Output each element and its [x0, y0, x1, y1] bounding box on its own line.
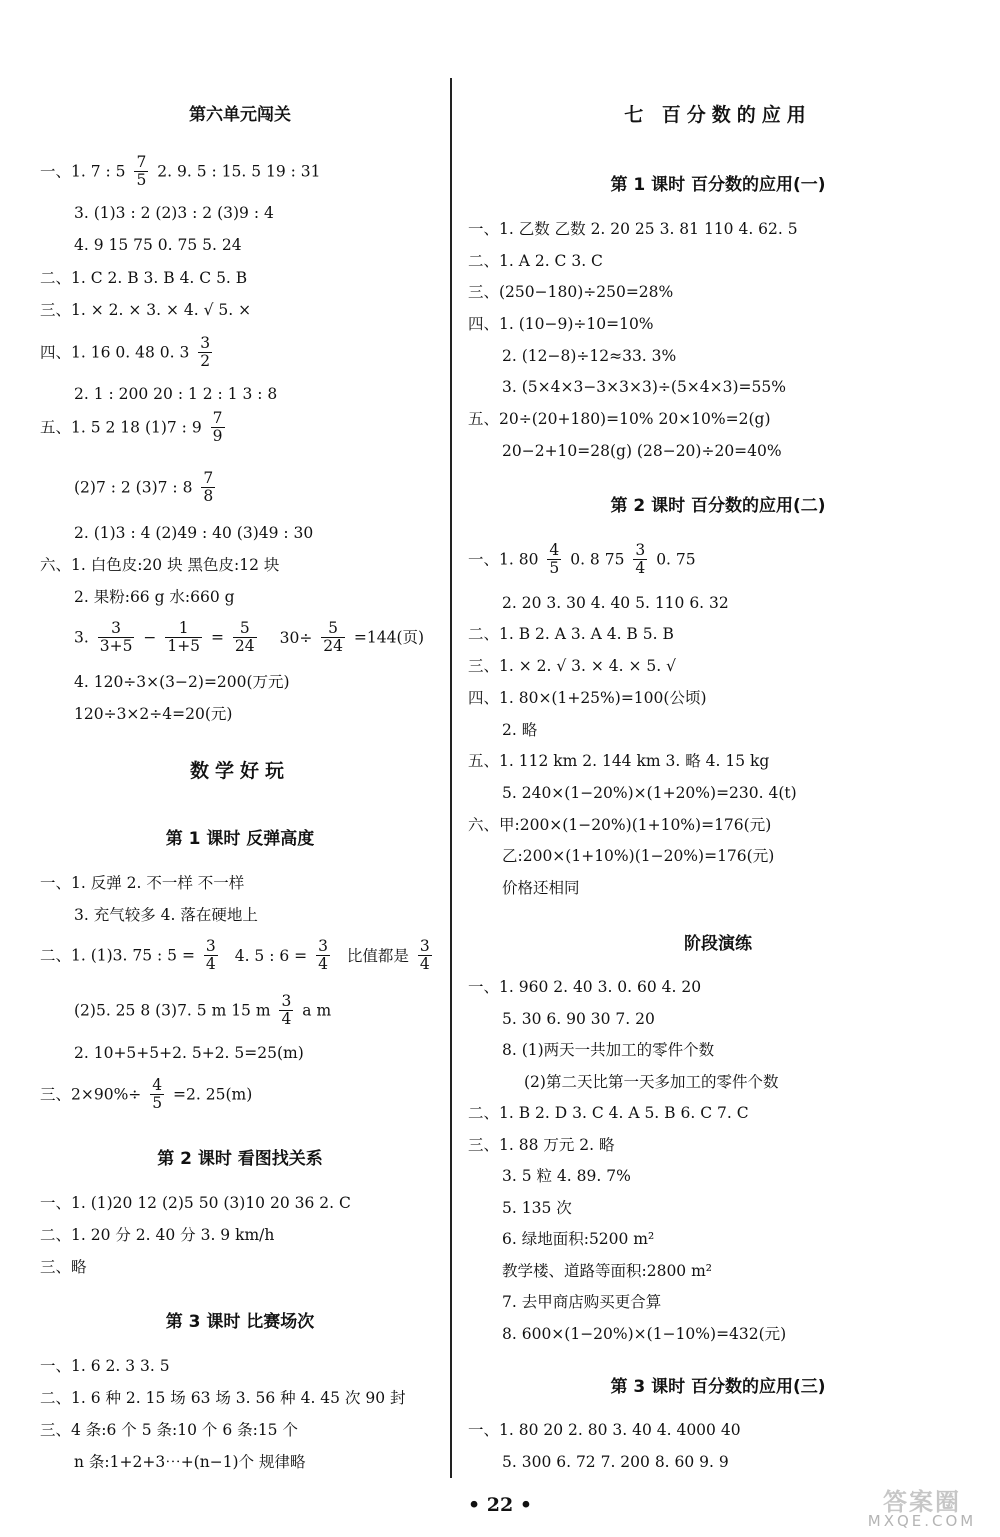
answer-line: 2. (1)3 : 4 (2)49 : 40 (3)49 : 30: [74, 524, 314, 542]
answer-line: 教学楼、道路等面积:2800 m²: [502, 1262, 713, 1280]
answer-line: 4. 120÷3×(3−2)=200(万元): [74, 673, 290, 691]
answer-line: (2)第二天比第一天多加工的零件个数: [524, 1073, 779, 1091]
heading-lesson: 第 3 课时 百分数的应用(三): [610, 1377, 826, 1397]
answer-line: 五、1. 112 km 2. 144 km 3. 略 4. 15 kg: [468, 752, 770, 770]
answer-line: 6. 绿地面积:5200 m²: [502, 1230, 655, 1248]
answer-line: 二、1. 20 分 2. 40 分 3. 9 km/h: [40, 1226, 275, 1244]
answer-line: 120÷3×2÷4=20(元): [74, 705, 233, 723]
answer-line: 乙:200×(1+10%)(1−20%)=176(元): [502, 847, 775, 865]
answer-line: 2. (12−8)÷12≈33. 3%: [502, 347, 677, 365]
answer-line: 2. 20 3. 30 4. 40 5. 110 6. 32: [502, 594, 729, 612]
answer-line: 三、略: [40, 1258, 87, 1276]
heading-unit6: 第六单元闯关: [189, 105, 291, 125]
answer-line: 六、甲:200×(1−20%)(1+10%)=176(元): [468, 816, 772, 834]
answer-line: 二、1. C 2. B 3. B 4. C 5. B: [40, 269, 248, 287]
answer-line: 3. 充气较多 4. 落在硬地上: [74, 906, 258, 924]
fraction: $\frac{4}{5}$: [549, 541, 560, 577]
answer-line: 五、20÷(20+180)=10% 20×10%=2(g): [468, 410, 771, 428]
fraction: $\frac{3}{4}$: [281, 992, 292, 1028]
fraction: $\frac{3}{4}$: [205, 937, 216, 973]
answer-line: 2. 果粉:66 g 水:660 g: [74, 588, 235, 606]
watermark-logo: [856, 1482, 988, 1530]
answer-line: 一、1. 反弹 2. 不一样 不一样: [40, 874, 245, 892]
fraction: $\frac{7}{8}$: [203, 469, 214, 505]
answer-line: 2. 略: [502, 721, 538, 739]
answer-line: 三、1. × 2. √ 3. × 4. × 5. √: [468, 657, 677, 675]
answer-line: 三、1. 88 万元 2. 略: [468, 1136, 615, 1154]
watermark-url: MXQE.COM: [867, 1512, 977, 1530]
heading-math-fun: 数学好玩: [189, 760, 290, 782]
answer-line: 四、1. 16 0. 48 0. 3 $\frac{3}{2}$: [40, 334, 211, 370]
answer-line: 3. 5 粒 4. 89. 7%: [502, 1167, 631, 1185]
heading-stage-practice: 阶段演练: [684, 934, 752, 954]
heading-lesson: 第 2 课时 看图找关系: [157, 1149, 323, 1169]
page-number: • 22 •: [468, 1494, 532, 1516]
answer-line: 四、1. (10−9)÷10=10%: [468, 315, 654, 333]
fraction: $\frac{1}{1+5}$: [167, 619, 201, 655]
fraction: $\frac{3}{4}$: [635, 541, 646, 577]
answer-line: 一、1. 6 2. 3 3. 5: [40, 1357, 170, 1375]
answer-line: 3. (1)3 : 2 (2)3 : 2 (3)9 : 4: [74, 204, 274, 222]
answer-line: (2)5. 25 8 (3)7. 5 m 15 m $\frac{3}{4}$ a m: [74, 992, 332, 1028]
heading-lesson: 第 3 课时 比赛场次: [165, 1312, 315, 1332]
answer-line: 4. 9 15 75 0. 75 5. 24: [74, 236, 242, 254]
fraction: $\frac{3}{4}$: [318, 937, 328, 973]
answer-line: 一、1. 乙数 乙数 2. 20 25 3. 81 110 4. 62. 5: [468, 220, 798, 238]
answer-line: 2. 10+5+5+2. 5+2. 5=25(m): [74, 1044, 304, 1062]
fraction: $\frac{7}{9}$: [212, 409, 223, 445]
answer-line: 一、1. 7 : 5 $\frac{7}{5}$ 2. 9. 5 : 15. 5 19 : 31: [40, 153, 321, 189]
answer-line: 二、1. B 2. D 3. C 4. A 5. B 6. C 7. C: [468, 1104, 749, 1122]
fraction: $\frac{7}{5}$: [136, 153, 147, 189]
answer-line: 一、1. 960 2. 40 3. 0. 60 4. 20: [468, 978, 702, 996]
answer-line: 四、1. 80×(1+25%)=100(公顷): [468, 689, 707, 707]
fraction: $\frac{4}{5}$: [152, 1076, 163, 1112]
answer-line: 2. 1 : 200 20 : 1 2 : 1 3 : 8: [74, 385, 278, 403]
answer-line: 5. 135 次: [502, 1199, 572, 1217]
answer-line: n 条:1+2+3⋯+(n−1)个 规律略: [74, 1453, 306, 1471]
heading-lesson: 第 1 课时 反弹高度: [165, 829, 315, 849]
answer-line: 五、1. 5 2 18 (1)7 : 9 $\frac{7}{9}$: [40, 409, 223, 445]
answer-line: 20−2+10=28(g) (28−20)÷20=40%: [502, 442, 782, 460]
heading-lesson: 第 2 课时 百分数的应用(二): [610, 496, 826, 516]
answer-line: 六、1. 白色皮:20 块 黑色皮:12 块: [40, 556, 280, 574]
answer-line: 三、1. × 2. × 3. × 4. √ 5. ×: [40, 301, 252, 319]
answer-line: 5. 300 6. 72 7. 200 8. 60 9. 9: [502, 1453, 729, 1471]
answer-line: 3. $\frac{3}{3+5}$ − $\frac{1}{1+5}$ = $\frac{5}{24}$ 30÷ $\frac{5}{24}$ =144(页): [74, 619, 425, 655]
fraction: $\frac{3}{4}$: [419, 937, 430, 973]
fraction: $\frac{3}{2}$: [200, 334, 211, 370]
answer-line: 3. (5×4×3−3×3×3)÷(5×4×3)=55%: [502, 378, 786, 396]
heading-unit7: 七 百分数的应用: [624, 104, 812, 126]
answer-line: 三、2×90%÷ $\frac{4}{5}$ =2. 25(m): [40, 1076, 253, 1112]
answer-line: 8. (1)两天一共加工的零件个数: [502, 1041, 715, 1059]
answer-line: 二、1. 6 种 2. 15 场 63 场 3. 56 种 4. 45 次 90 封: [40, 1389, 406, 1407]
fraction: $\frac{3}{3+5}$: [99, 619, 133, 655]
watermark-logo-text: 答案圈: [883, 1488, 961, 1516]
answer-line: 二、1. B 2. A 3. A 4. B 5. B: [468, 625, 674, 643]
answer-line: 5. 240×(1−20%)×(1+20%)=230. 4(t): [502, 784, 797, 802]
answer-line: 二、1. (1)3. 75 : 5 = $\frac{3}{4}$ 4. 5 : 6 = $\frac{3}{4}$ 比值都是 $\frac{3}{4}$: [40, 937, 430, 973]
answer-line: (2)7 : 2 (3)7 : 8 $\frac{7}{8}$: [74, 469, 214, 505]
answer-line: 价格还相同: [502, 879, 580, 897]
answer-line: 三、(250−180)÷250=28%: [468, 283, 674, 301]
fraction: $\frac{5}{24}$: [234, 619, 255, 655]
heading-lesson: 第 1 课时 百分数的应用(一): [610, 175, 826, 195]
answer-line: 三、4 条:6 个 5 条:10 个 6 条:15 个: [40, 1421, 298, 1439]
fraction: $\frac{5}{24}$: [323, 619, 343, 655]
answer-line: 7. 去甲商店购买更合算: [502, 1293, 662, 1311]
column-divider: [450, 78, 452, 1478]
answer-line: 8. 600×(1−20%)×(1−10%)=432(元): [502, 1325, 787, 1343]
answer-line: 二、1. A 2. C 3. C: [468, 252, 603, 270]
answer-line: 5. 30 6. 90 30 7. 20: [502, 1010, 655, 1028]
answer-line: 一、1. 80 $\frac{4}{5}$ 0. 8 75 $\frac{3}{4}$ 0. 75: [468, 541, 696, 577]
answer-line: 一、1. (1)20 12 (2)5 50 (3)10 20 36 2. C: [40, 1194, 351, 1212]
answer-line: 一、1. 80 20 2. 80 3. 40 4. 4000 40: [468, 1421, 741, 1439]
